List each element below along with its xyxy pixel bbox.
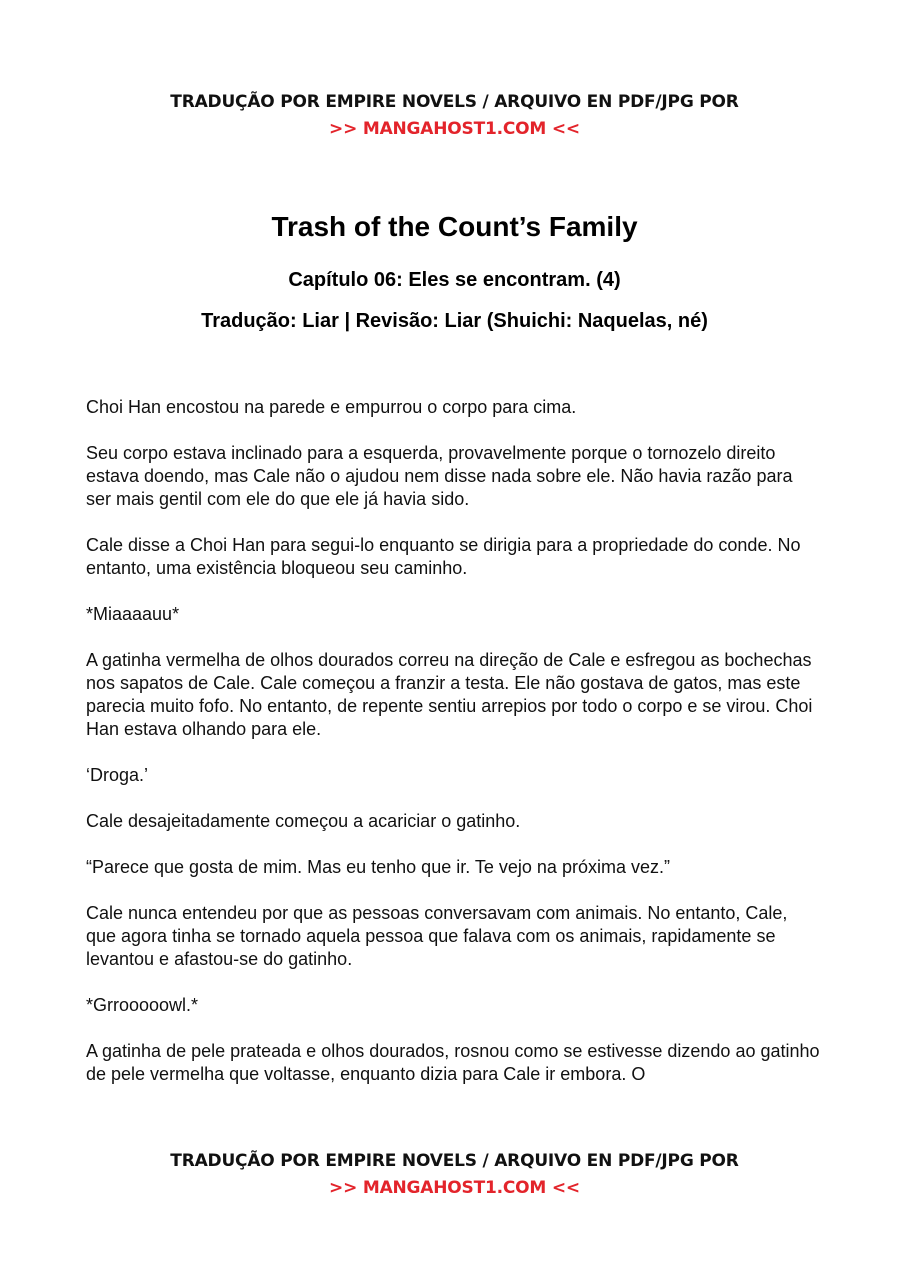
paragraph: ‘Droga.’	[86, 765, 149, 785]
paragraph: A gatinha de pele prateada e olhos dourados, rosnou como se estivesse dizendo ao gatinho de pele vermelha que voltasse, enquanto dizia para Cale ir embora. O	[86, 1041, 820, 1084]
footer-watermark-banner	[0, 1148, 909, 1202]
header-watermark-banner	[0, 89, 909, 143]
translation-credit-line: TRADUÇÃO POR EMPIRE NOVELS / ARQUIVO EN PDF/JPG POR	[170, 1151, 739, 1171]
paragraph: Choi Han encostou na parede e empurrou o corpo para cima.	[86, 397, 577, 417]
paragraph: Cale desajeitadamente começou a acariciar o gatinho.	[86, 811, 521, 831]
paragraph: A gatinha vermelha de olhos dourados correu na direção de Cale e esfregou as bochechas nos sapatos de Cale. Cale começou a franzir a testa. Ele não gostava de gatos, mas este parecia muito fofo. No entanto, de repente sentiu arrepios por todo o corpo e se virou. Choi Han estava olhando para ele.	[86, 650, 813, 739]
translation-credits: Tradução: Liar | Revisão: Liar (Shuichi: Naquelas, né)	[201, 310, 708, 332]
paragraph: Cale disse a Choi Han para segui-lo enquanto se dirigia para a propriedade do conde. No entanto, uma existência bloqueou seu caminho.	[86, 535, 801, 578]
chapter-heading: Capítulo 06: Eles se encontram. (4)	[288, 269, 621, 291]
paragraph: Cale nunca entendeu por que as pessoas conversavam com animais. No entanto, Cale, que agora tinha se tornado aquela pessoa que falava com os animais, rapidamente se levantou e afastou-se do gatinho.	[86, 903, 788, 969]
paragraph: Seu corpo estava inclinado para a esquerda, provavelmente porque o tornozelo direito estava doendo, mas Cale não o ajudou nem disse nada sobre ele. Não havia razão para ser mais gentil com ele do que ele já havia sido.	[86, 443, 793, 509]
translation-credit-line: TRADUÇÃO POR EMPIRE NOVELS / ARQUIVO EN PDF/JPG POR	[170, 92, 739, 112]
document-title: Trash of the Count’s Family	[271, 211, 638, 242]
site-link-line: >> MANGAHOST1.COM <<	[329, 119, 580, 139]
chapter-body	[86, 396, 821, 1109]
site-link-line: >> MANGAHOST1.COM <<	[329, 1178, 580, 1198]
paragraph: *Miaaaauu*	[86, 604, 180, 624]
paragraph: *Grrooooowl.*	[86, 995, 199, 1015]
paragraph: “Parece que gosta de mim. Mas eu tenho que ir. Te vejo na próxima vez.”	[86, 857, 670, 877]
